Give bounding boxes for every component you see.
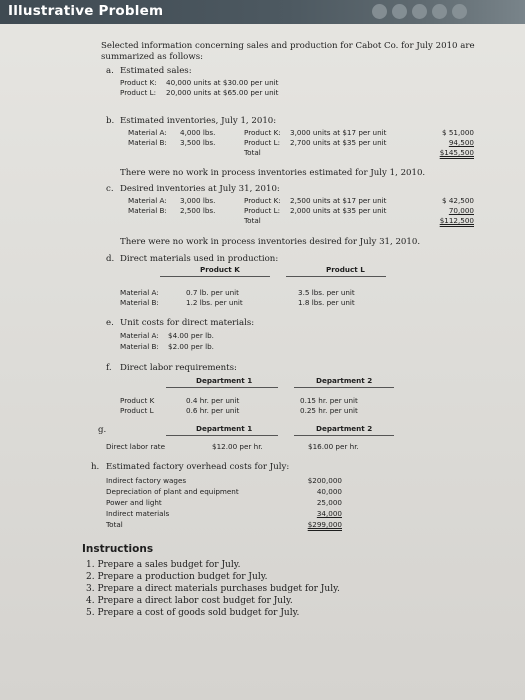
c-material-a-qty: 3,000 lbs. — [180, 196, 216, 205]
b-product-k-amount: $ 51,000 — [441, 128, 474, 137]
banner-title: Illustrative Problem — [8, 3, 164, 19]
b-product-k-label: Product K: — [244, 128, 281, 137]
h-row-label: Power and light — [106, 498, 162, 507]
d-material-a-l: 3.5 lbs. per unit — [298, 288, 355, 297]
e-material-b-cost: $2.00 per lb. — [168, 342, 214, 351]
item-a-label: a. — [106, 66, 114, 76]
decorative-circle — [432, 4, 447, 19]
g-col-dept2: Department 2 — [316, 424, 373, 433]
item-e-title: Unit costs for direct materials: — [120, 318, 255, 328]
h-row-label: Indirect materials — [106, 509, 170, 518]
item-b-title: Estimated inventories, July 1, 2010: — [120, 116, 277, 126]
h-total-amount: $299,000 — [307, 520, 342, 529]
b-material-a-qty: 4,000 lbs. — [180, 128, 216, 137]
c-material-b-label: Material B: — [128, 206, 167, 215]
decorative-circle — [452, 4, 467, 19]
h-total-label: Total — [106, 520, 123, 529]
instruction-item: 4. Prepare a direct labor cost budget for July. — [86, 596, 293, 606]
divider — [294, 387, 394, 388]
d-material-a-label: Material A: — [120, 288, 159, 297]
item-a-title: Estimated sales: — [120, 66, 192, 76]
divider — [160, 276, 270, 277]
c-total-amount: $112,500 — [439, 216, 474, 225]
item-c-label: c. — [106, 184, 114, 194]
b-total-label: Total — [244, 148, 261, 157]
divider — [166, 387, 278, 388]
c-product-l-desc: 2,000 units at $35 per unit — [290, 206, 387, 215]
d-material-a-k: 0.7 lb. per unit — [186, 288, 239, 297]
item-c-title: Desired inventories at July 31, 2010: — [120, 184, 280, 194]
item-f-label: f. — [106, 363, 112, 373]
intro-text: Selected information concerning sales and production for Cabot Co. for July 2010 are summarized as follows: — [101, 41, 475, 62]
divider — [166, 435, 278, 436]
c-material-a-label: Material A: — [128, 196, 167, 205]
item-h-label: h. — [91, 462, 100, 472]
f-product-k-d2: 0.15 hr. per unit — [300, 396, 358, 405]
banner — [0, 0, 525, 24]
instruction-item: 3. Prepare a direct materials purchases budget for July. — [86, 584, 340, 594]
b-total-amount: $145,500 — [439, 148, 474, 157]
e-material-b-label: Material B: — [120, 342, 159, 351]
d-material-b-l: 1.8 lbs. per unit — [298, 298, 355, 307]
decorative-circle — [392, 4, 407, 19]
sales-product-k-label: Product K: — [120, 78, 157, 87]
sales-product-k-value: 40,000 units at $30.00 per unit — [166, 78, 279, 87]
item-g-label: g. — [98, 425, 107, 435]
g-dept1-rate: $12.00 per hr. — [212, 442, 263, 451]
b-product-l-amount: 94,500 — [448, 138, 474, 147]
f-product-k-label: Product K — [120, 396, 155, 405]
g-dept2-rate: $16.00 per hr. — [308, 442, 359, 451]
g-row-label: Direct labor rate — [106, 442, 166, 451]
d-col-product-l: Product L — [326, 265, 365, 274]
f-product-l-label: Product L — [120, 406, 154, 415]
c-product-k-amount: $ 42,500 — [441, 196, 474, 205]
b-material-a-label: Material A: — [128, 128, 167, 137]
h-row-amount: 34,000 — [316, 509, 342, 518]
instruction-item: 2. Prepare a production budget for July. — [86, 572, 268, 582]
instructions-heading: Instructions — [82, 543, 154, 555]
c-product-k-label: Product K: — [244, 196, 281, 205]
h-row-label: Indirect factory wages — [106, 476, 187, 485]
divider — [294, 435, 394, 436]
decorative-circle — [372, 4, 387, 19]
c-material-b-qty: 2,500 lbs. — [180, 206, 216, 215]
b-product-k-desc: 3,000 units at $17 per unit — [290, 128, 387, 137]
b-product-l-desc: 2,700 units at $35 per unit — [290, 138, 387, 147]
e-material-a-cost: $4.00 per lb. — [168, 331, 214, 340]
item-b-label: b. — [106, 116, 115, 126]
f-product-k-d1: 0.4 hr. per unit — [186, 396, 240, 405]
d-material-b-label: Material B: — [120, 298, 159, 307]
c-note: There were no work in process inventories desired for July 31, 2010. — [120, 237, 421, 247]
f-product-l-d2: 0.25 hr. per unit — [300, 406, 358, 415]
instruction-item: 1. Prepare a sales budget for July. — [86, 560, 241, 570]
divider — [286, 276, 386, 277]
b-note: There were no work in process inventories estimated for July 1, 2010. — [120, 168, 426, 178]
c-total-label: Total — [244, 216, 261, 225]
b-product-l-label: Product L: — [244, 138, 281, 147]
instruction-item: 5. Prepare a cost of goods sold budget for July. — [86, 608, 300, 618]
sales-product-l-label: Product L: — [120, 88, 157, 97]
h-row-amount: 40,000 — [316, 487, 342, 496]
d-col-product-k: Product K — [200, 265, 240, 274]
e-material-a-label: Material A: — [120, 331, 159, 340]
f-col-dept2: Department 2 — [316, 376, 373, 385]
h-row-amount: $200,000 — [307, 476, 342, 485]
d-material-b-k: 1.2 lbs. per unit — [186, 298, 243, 307]
decorative-circle — [412, 4, 427, 19]
item-d-title: Direct materials used in production: — [120, 254, 279, 264]
b-material-b-qty: 3,500 lbs. — [180, 138, 216, 147]
h-row-amount: 25,000 — [316, 498, 342, 507]
g-col-dept1: Department 1 — [196, 424, 253, 433]
item-d-label: d. — [106, 254, 115, 264]
h-row-label: Depreciation of plant and equipment — [106, 487, 239, 496]
item-h-title: Estimated factory overhead costs for July: — [106, 462, 290, 472]
item-e-label: e. — [106, 318, 114, 328]
c-product-k-desc: 2,500 units at $17 per unit — [290, 196, 387, 205]
f-col-dept1: Department 1 — [196, 376, 253, 385]
f-product-l-d1: 0.6 hr. per unit — [186, 406, 240, 415]
sales-product-l-value: 20,000 units at $65.00 per unit — [166, 88, 279, 97]
c-product-l-amount: 70,000 — [448, 206, 474, 215]
c-product-l-label: Product L: — [244, 206, 281, 215]
item-f-title: Direct labor requirements: — [120, 363, 237, 373]
b-material-b-label: Material B: — [128, 138, 167, 147]
